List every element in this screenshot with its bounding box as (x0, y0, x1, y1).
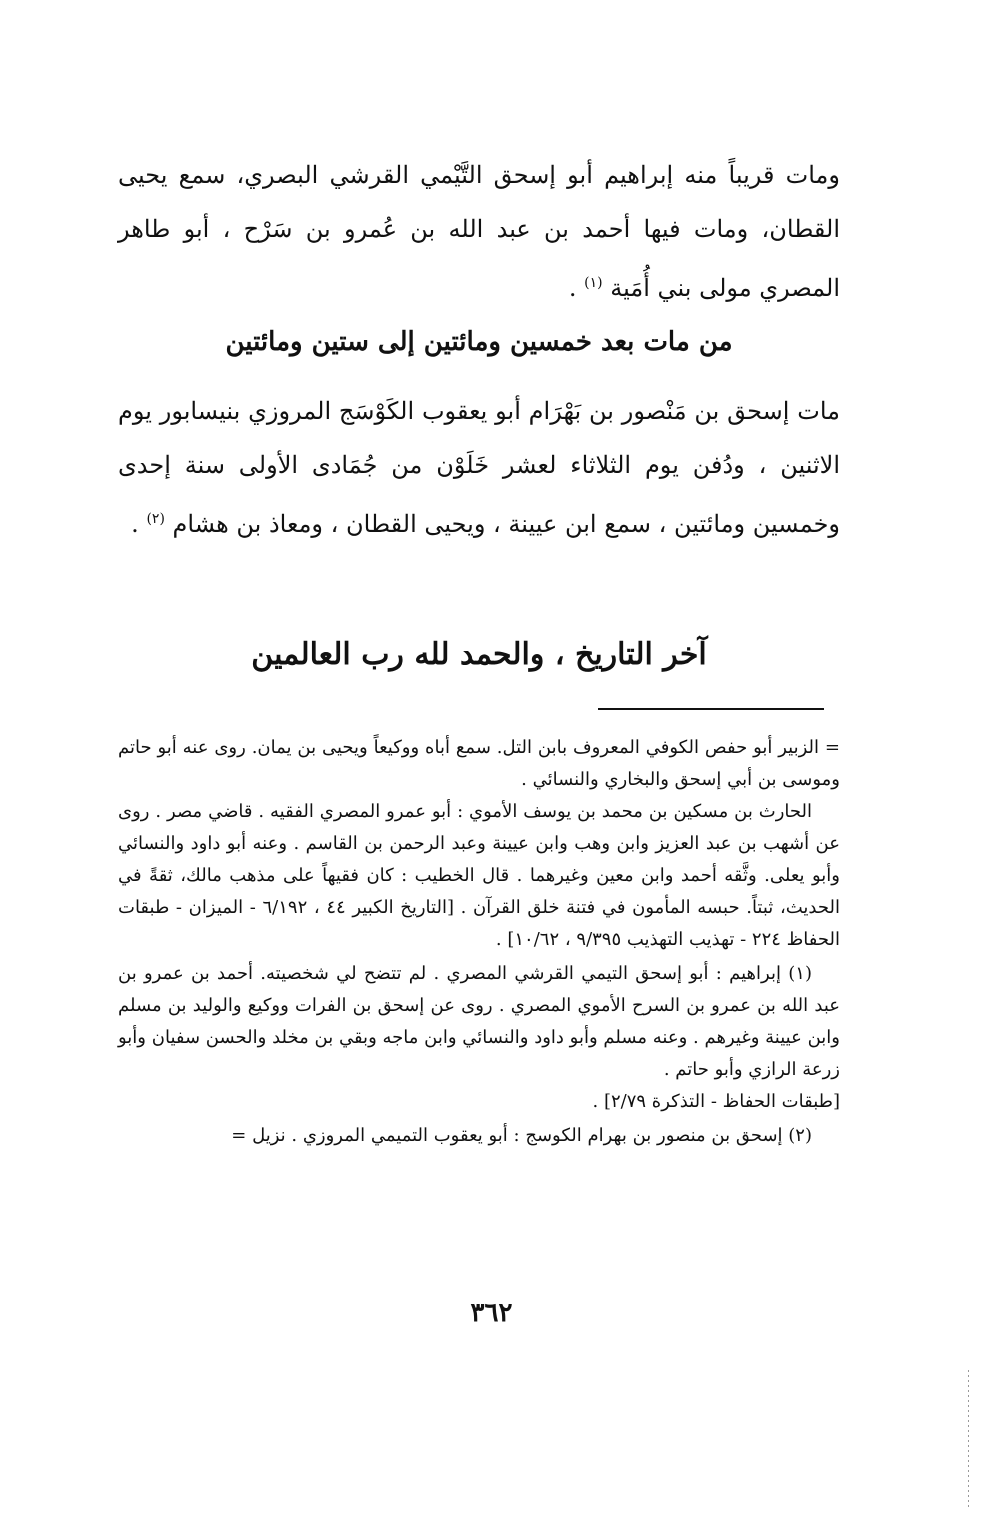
footnote-continuation-1: = الزبير أبو حفص الكوفي المعروف بابن التل. سمع أباه ووكيعاً ويحيى بن يمان. روى عنه أبو حاتم وموسى بن أبي إسحق والبخاري والنسائي . (118, 737, 840, 790)
footnote-ref-2: (٢) (146, 511, 165, 527)
paragraph-1 (118, 148, 840, 315)
footnote-2: (٢) إسحق بن منصور بن بهرام الكوسج : أبو يعقوب التميمي المروزي . نزيل = (231, 1125, 812, 1146)
footnote-ref-1: (١) (584, 275, 603, 291)
paragraph-2-end: . (131, 510, 147, 538)
footnote-1: (١) إبراهيم : أبو إسحق التيمي القرشي المصري . لم تتضح لي شخصيته. أحمد بن عمرو بن عبد الله بن عمرو بن السرح الأموي المصري . روى عن إسحق بن الفرات ووكيع والوليد بن مسلم وابن عيينة وغيرهم . وعنه مسلم وأبو داود والنسائي وابن ماجه وبقي بن مخلد والحسن سفيان وأبو زرعة الرازي وأبو حاتم . (118, 963, 840, 1080)
page-number: ٣٦٢ (470, 1298, 513, 1328)
section-heading: من مات بعد خمسين ومائتين إلى ستين ومائتين (225, 327, 733, 357)
closing-heading: آخر التاريخ ، والحمد لله رب العالمين (251, 637, 707, 672)
footnote-divider (598, 708, 824, 710)
paragraph-1-text: ومات قريباً منه إبراهيم أبو إسحق التَّيْمي القرشي البصري، سمع يحيى القطان، ومات فيها أحمد بن عبد الله بن عُمرو بن سَرْح ، أبو طاهر المصري مولى بني أُمَية (118, 161, 841, 302)
paragraph-1-end: . (568, 274, 585, 302)
paragraph-2-text: مات إسحق بن مَنْصور بن بَهْرَام أبو يعقوب الكَوْسَج المروزي بنيسابور يوم الاثنين ، ودُفن يوم الثلاثاء لعشر خَلَوْن من جُمَادى الأولى سنة إحدى وخمسين ومائتين ، سمع ابن عيينة ، ويحيى القطان ، ومعاذ بن هشام (118, 397, 840, 538)
paragraph-2 (118, 384, 840, 551)
footnote-1-source: [طبقات الحفاظ - التذكرة ٢/٧٩] . (592, 1091, 840, 1112)
footnote-continuation-2: الحارث بن مسكين بن محمد بن يوسف الأموي : أبو عمرو المصري الفقيه . قاضي مصر . روى عن أشهب بن عبد العزيز وابن وهب وابن عيينة وعبد الرحمن بن القاسم . وعنه أبو داود والنسائي وأبو يعلى. وثَّقه أحمد وابن معين وغيرهما . قال الخطيب : كان فقيهاً على مذهب مالك، ثقةً في الحديث، ثبتاً. حبسه المأمون في فتنة خلق القرآن . [التاريخ الكبير ٤٤ ، ٦/١٩٢ - الميزان - طبقات الحفاظ ٢٢٤ - تهذيب التهذيب ٩/٣٩٥ ، ١٠/٦٢] . (118, 801, 840, 950)
footnotes (118, 732, 840, 1152)
scan-edge-mark (968, 1370, 969, 1510)
